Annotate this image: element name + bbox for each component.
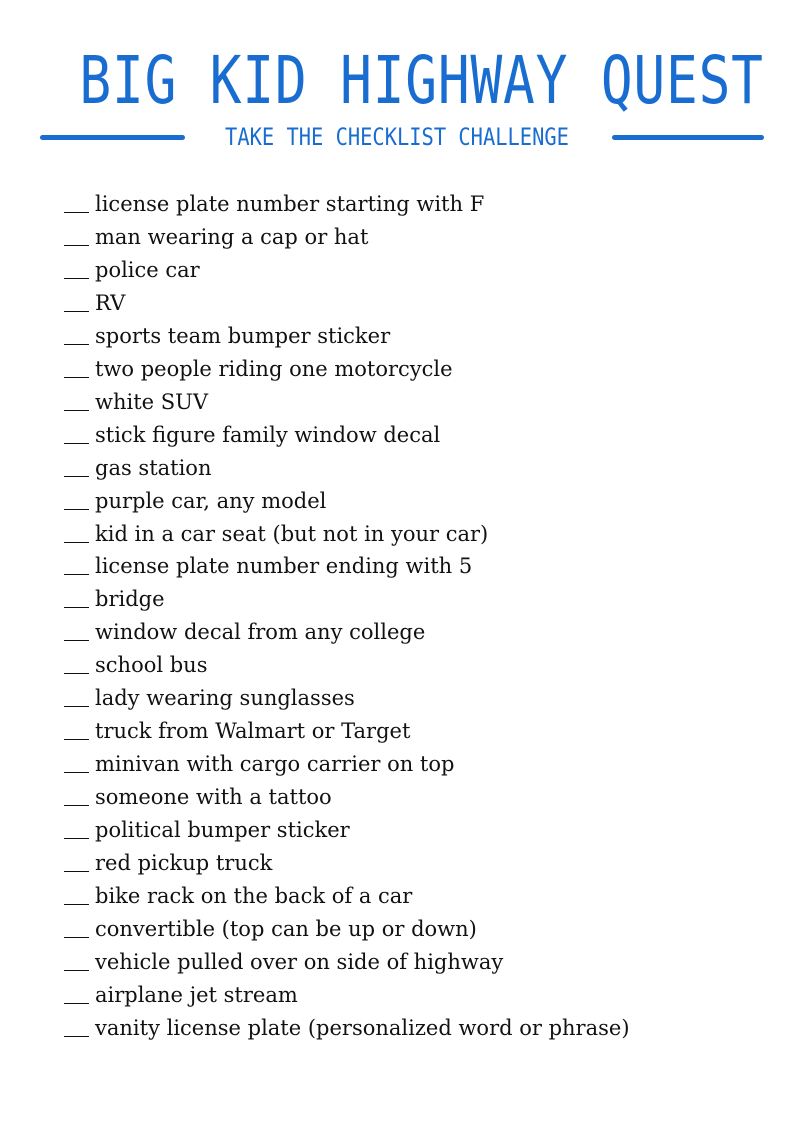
checklist-item-label: stick figure family window decal [95,422,441,447]
checklist-item [64,221,630,254]
checklist-item [64,946,630,979]
checklist-item-label: sports team bumper sticker [95,323,391,348]
checkbox-blank-line[interactable] [64,278,89,279]
checklist-item-label: someone with a tattoo [95,785,332,810]
checkbox-blank-line[interactable] [64,772,89,773]
checkbox-blank-line[interactable] [64,739,89,740]
checklist-item [64,188,630,221]
checkbox-blank-line[interactable] [64,706,89,707]
checklist-item-label: kid in a car seat (but not in your car) [95,521,489,546]
page-title: BIG KID HIGHWAY QUEST [79,42,764,119]
checklist-item [64,583,630,616]
checkbox-blank-line[interactable] [64,410,89,411]
checklist-item [64,880,630,913]
checklist-item-label: bridge [95,587,165,612]
checkbox-blank-line[interactable] [64,212,89,213]
checkbox-blank-line[interactable] [64,937,89,938]
checkbox-blank-line[interactable] [64,377,89,378]
checkbox-blank-line[interactable] [64,311,89,312]
checkbox-blank-line[interactable] [64,443,89,444]
checkbox-blank-line[interactable] [64,805,89,806]
checklist-item-label: airplane jet stream [95,982,298,1007]
checkbox-blank-line[interactable] [64,970,89,971]
checklist-item-label: police car [95,257,200,282]
checklist-item-label: gas station [95,455,212,480]
checkbox-blank-line[interactable] [64,476,89,477]
checklist-item-label: convertible (top can be up or down) [95,916,477,941]
checkbox-blank-line[interactable] [64,904,89,905]
checklist-item [64,814,630,847]
checklist-item-label: school bus [95,653,208,678]
checklist-item [64,419,630,452]
checkbox-blank-line[interactable] [64,509,89,510]
checklist-item [64,715,630,748]
checkbox-blank-line[interactable] [64,574,89,575]
checklist-item-label: minivan with cargo carrier on top [95,752,455,777]
checklist-item [64,320,630,353]
checklist-item-label: license plate number starting with F [95,192,485,216]
checkbox-blank-line[interactable] [64,245,89,246]
checklist-item [64,781,630,814]
checklist-item [64,518,630,551]
checklist-item [64,979,630,1012]
checklist-item-label: RV [95,290,126,315]
checklist-item [64,550,630,583]
checklist-item-label: political bumper sticker [95,818,350,843]
checklist-item-label: man wearing a cap or hat [95,224,369,249]
checklist-item [64,616,630,649]
checklist-item-label: red pickup truck [95,851,273,876]
checklist-item [64,485,630,518]
checklist-item-label: two people riding one motorcycle [95,356,453,381]
checkbox-blank-line[interactable] [64,1036,89,1037]
checklist-item-label: vanity license plate (personalized word or phrase) [95,1015,630,1040]
checklist-item-label: purple car, any model [95,488,327,513]
checkbox-blank-line[interactable] [64,542,89,543]
checklist-item-label: license plate number ending with 5 [95,554,473,579]
checkbox-blank-line[interactable] [64,640,89,641]
checklist-item [64,1012,630,1045]
checklist-item [64,913,630,946]
checkbox-blank-line[interactable] [64,1003,89,1004]
checklist-item [64,649,630,682]
checkbox-blank-line[interactable] [64,344,89,345]
decorative-brush-stroke-right [612,135,764,140]
checkbox-blank-line[interactable] [64,871,89,872]
checkbox-blank-line[interactable] [64,607,89,608]
checklist-item [64,287,630,320]
checklist-item-label: white SUV [95,389,209,414]
checklist-item [64,748,630,781]
checklist-item [64,254,630,287]
page-subtitle: TAKE THE CHECKLIST CHALLENGE [225,123,569,151]
checklist-item [64,353,630,386]
checklist-item [64,682,630,715]
checklist-item-label: lady wearing sunglasses [95,686,355,711]
checklist-item [64,847,630,880]
checklist-item-label: window decal from any college [95,620,426,645]
checklist-item [64,386,630,419]
checklist [64,188,630,1045]
checklist-item [64,452,630,485]
checklist-item-label: bike rack on the back of a car [95,884,413,909]
checkbox-blank-line[interactable] [64,838,89,839]
checkbox-blank-line[interactable] [64,673,89,674]
checklist-item-label: vehicle pulled over on side of highway [95,949,504,974]
checklist-item-label: truck from Walmart or Target [95,719,411,744]
